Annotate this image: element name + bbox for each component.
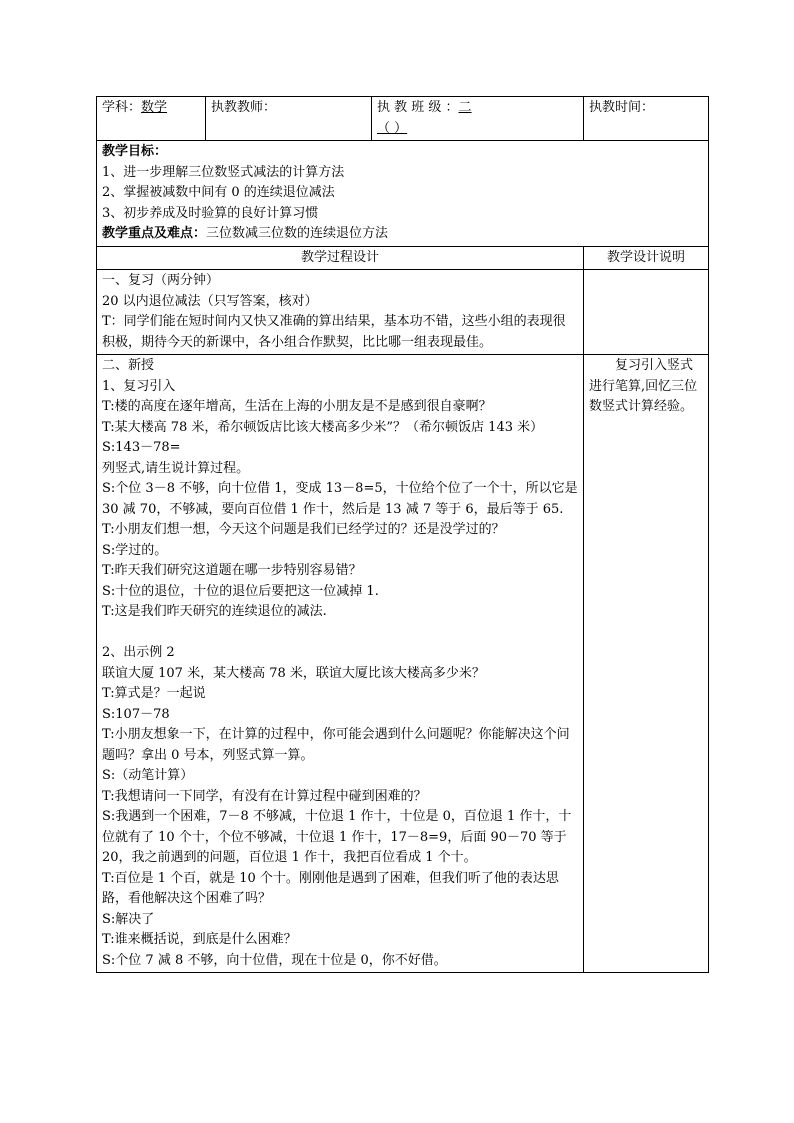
time-label: 执教时间：: [589, 100, 655, 115]
lesson-line: S:（动笔计算）: [102, 768, 194, 783]
lesson-line: T:楼的高度在逐年增高，生活在上海的小朋友是不是感到很自豪啊？: [102, 399, 492, 414]
lesson-line: T:谁来概括说，到底是什么困难？: [102, 932, 297, 947]
lesson-line: S:个位 7 减 8 不够，向十位借，现在十位是 0，你不好借。: [102, 952, 447, 968]
design-note: 复习引入竖式进行笔算,回忆三位数竖式计算经验。: [589, 358, 698, 414]
new-lesson-cell: [97, 355, 584, 973]
notes-header: 教学设计说明: [584, 246, 709, 270]
key-points-text: 三位数减三位数的连续退位方法: [206, 226, 389, 241]
class-cell: [372, 97, 584, 141]
lesson-line: T:某大楼高 78 米，希尔顿饭店比该大楼高多少米”？（希尔顿饭店 143 米）: [102, 419, 544, 435]
lesson-line: 联谊大厦 107 米，某大楼高 78 米，联谊大厦比该大楼高多少米？: [102, 665, 485, 681]
header-row: [97, 97, 709, 141]
lesson-line: S:107－78: [102, 706, 170, 722]
column-header-row: [97, 246, 709, 270]
lesson-line: 二、新授: [102, 358, 155, 373]
lesson-line: S:十位的退位，十位的退位后要把这一位减掉 1.: [102, 583, 379, 599]
lesson-line: T:我想请问一下同学，有没有在计算过程中碰到困难的？: [102, 788, 427, 804]
new-lesson-row: [97, 355, 709, 973]
objective-item: 1、进一步理解三位数竖式减法的计算方法: [102, 164, 345, 180]
blank-line: [102, 623, 578, 644]
lesson-plan-table: [96, 96, 709, 973]
review-line: T：同学们能在短时间内又快又准确的算出结果，基本功不错，这些小组的表现很积极，期待今天的新课中，各小组合作默契，比比哪一组表现最佳。: [102, 314, 566, 350]
lesson-line: S:学过的。: [102, 542, 168, 558]
class-value-2: （ ）: [377, 120, 408, 136]
teacher-label: 执教教师：: [211, 100, 277, 115]
objectives-title: 教学目标：: [102, 144, 168, 159]
key-points-label: 教学重点及难点：: [102, 226, 207, 241]
class-value-1: 二: [458, 100, 472, 115]
lesson-line: S:解决了: [102, 911, 155, 927]
objective-item: 3、初步养成及时验算的良好计算习惯: [102, 205, 319, 221]
subject-value: 数学: [141, 100, 168, 115]
lesson-line: 列竖式,请生说计算过程。: [102, 460, 250, 476]
time-cell: [584, 97, 709, 141]
review-row: [97, 270, 709, 355]
lesson-line: T:这是我们昨天研究的连续退位的减法.: [102, 604, 327, 619]
lesson-line: T:昨天我们研究这道题在哪一步特别容易错？: [102, 563, 362, 578]
class-label: 执 教 班 级 ：: [377, 100, 459, 115]
teacher-cell: [206, 97, 372, 141]
review-cell: [97, 270, 584, 355]
process-header: 教学过程设计: [97, 246, 584, 270]
objective-item: 2、掌握被减数中间有 0 的连续退位减法: [102, 185, 335, 200]
lesson-line: T:算式是？一起说: [102, 686, 206, 701]
lesson-line: T:百位是 1 个百，就是 10 个十。刚刚他是遇到了困难，但我们听了他的表达思路，看他解决这个困难了吗？: [102, 870, 559, 906]
lesson-line: S:143－78=: [102, 440, 181, 455]
new-lesson-notes-cell: [584, 355, 709, 973]
review-line: 一、复习（两分钟）: [102, 273, 220, 288]
objectives-cell: [97, 141, 709, 247]
lesson-line: S:我遇到一个困难，7－8 不够减，十位退 1 作十，十位是 0，百位退 1 作十，十位就有了 10 个十，个位不够减，十位退 1 作十，17－8=9，后面 90－70 等于 20，我之前遇到的问题，百位退 1 作十，我把百位看成 1 个十。: [102, 809, 572, 865]
lesson-line: S:个位 3－8 不够，向十位借 1，变成 13－8=5，十位给个位了一个十，所以它是 30 减 70，不够减，要向百位借 1 作十，然后是 13 减 7 等于 6，最后等于 65.: [102, 481, 578, 517]
review-line: 20 以内退位减法（只写答案，核对）: [102, 293, 318, 309]
review-notes-cell: [584, 270, 709, 355]
lesson-plan-page: [96, 96, 708, 973]
lesson-line: T:小朋友们想一想，今天这个问题是我们已经学过的？还是没学过的？: [102, 522, 505, 537]
lesson-line: 1、复习引入: [102, 378, 176, 394]
objectives-row: [97, 141, 709, 247]
subject-label: 学科：: [102, 100, 142, 115]
lesson-line: T:小朋友想象一下，在计算的过程中，你可能会遇到什么问题呢？你能解决这个问题吗？拿出 0 号本，列竖式算一算。: [102, 727, 570, 763]
lesson-line: 2、出示例 2: [102, 645, 175, 660]
subject-cell: [97, 97, 206, 141]
